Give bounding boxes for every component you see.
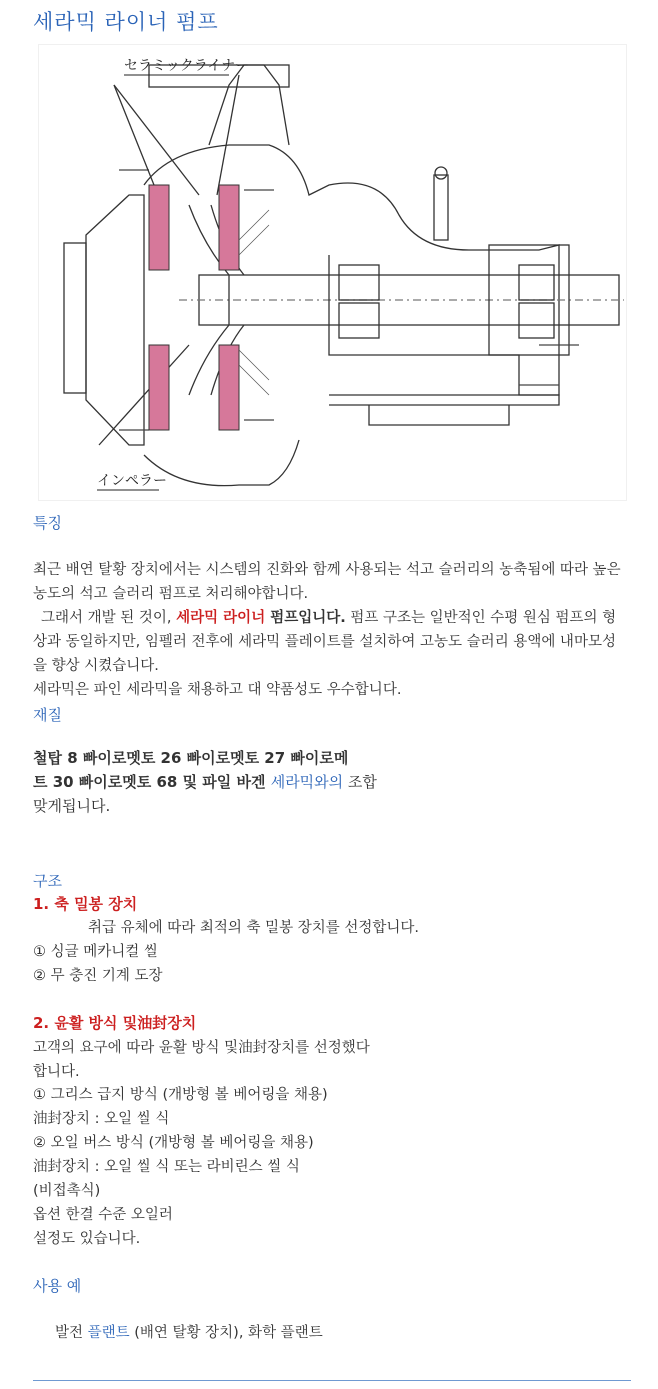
features-body [33,558,623,702]
usage-heading: 사용 예 [33,1277,82,1295]
bottom-divider [33,1380,631,1381]
lubrication-line-4: 油封장치 : 오일 씰 식 [33,1111,170,1127]
lubrication-line-6: 油封장치 : 오일 씰 식 또는 라비린스 씰 식 [33,1159,300,1175]
material-line-2-tail: 조합 [343,773,377,791]
usage-examples [55,1321,323,1342]
plant-link-text: 플랜트 [87,1325,130,1341]
lubrication-line-7: (비접촉식) [33,1183,101,1199]
features-paragraph-1: 최근 배연 탈황 장치에서는 시스템의 진화와 함께 사용되는 석고 슬러리의 농축됨에 따라 높은 농도의 석고 슬러리 펌프로 처리해야합니다. [33,562,621,602]
pump-drawing [39,45,626,500]
material-line-3: 맞게됩니다. [33,797,111,815]
ceramic-liner-parts [149,185,239,430]
lubrication-line-3: ① 그리스 급지 방식 (개방형 볼 베어링을 채용) [33,1087,328,1103]
page-title: 세라믹 라이너 펌프 [33,10,219,34]
shaft-seal-item-1: ① 싱글 메카니컬 씰 [33,944,158,960]
shaft-seal-item-2: ② 무 충진 기계 도장 [33,968,163,984]
impeller-label: インペラー [97,473,167,489]
features-p2-lead: 그래서 개발 된 것이, [41,610,177,626]
shaft-seal-heading: 1. 축 밀봉 장치 [33,895,138,913]
lubrication-heading: 2. 윤활 방식 및油封장치 [33,1014,197,1032]
material-body [33,746,623,818]
ceramic-liner-label: セラミックライナー [124,58,250,74]
material-heading: 재질 [33,706,62,724]
features-paragraph-2 [33,606,623,678]
lubrication-line-1: 고객의 요구에 따라 윤활 방식 및油封장치를 선정했다 [33,1040,370,1056]
pump-cross-section-figure [38,44,627,501]
material-line-2-blue: 세라믹와의 [270,773,344,791]
usage-tail: (배연 탈황 장치), 화학 플랜트 [129,1325,323,1341]
lubrication-line-5: ② 오일 버스 방식 (개방형 볼 베어링을 채용) [33,1135,314,1151]
material-line-2 [33,770,623,794]
material-line-1: 철탑 8 빠이로멧토 26 빠이로멧토 27 빠이로메 [33,749,349,767]
features-paragraph-3: 세라믹은 파인 세라믹을 채용하고 대 약품성도 우수합니다. [33,682,402,698]
lubrication-line-2: 합니다. [33,1064,80,1080]
material-line-2-bold: 트 30 빠이로멧토 68 및 파일 바겐 [33,773,271,791]
features-p2-bold: 펌프입니다. [265,610,346,626]
features-heading: 특징 [33,514,62,532]
usage-lead: 발전 [55,1325,88,1341]
lubrication-line-9: 설정도 있습니다. [33,1231,141,1247]
suction-flange [64,243,86,393]
shaft-seal-description: 취급 유체에 따라 최적의 축 밀봉 장치를 선정합니다. [88,920,420,936]
lubrication-line-8: 옵션 한결 수준 오일러 [33,1207,173,1223]
features-p2-rest: 펌프 구조는 일반적인 수평 원심 펌프의 형상과 동일하지만, 임펠러 전후에 세라믹 플레이트를 설치하여 고농도 슬러리 용액에 내마모성을 향상 시켰습니다. [33,610,617,674]
ceramic-liner-highlight: 세라믹 라이너 [176,610,266,626]
structure-heading: 구조 [33,872,62,890]
